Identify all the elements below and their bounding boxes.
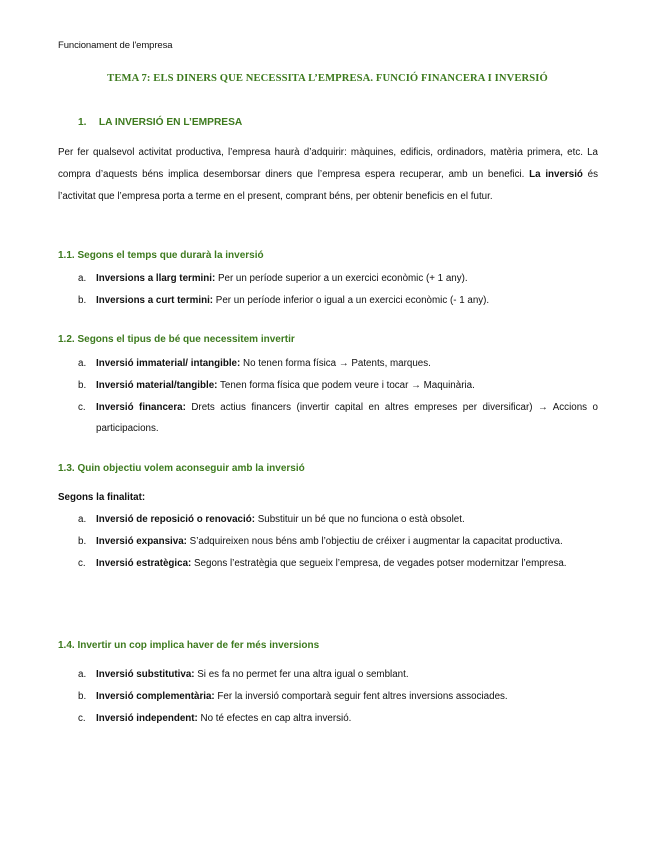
list-item <box>58 686 598 708</box>
finality-label <box>58 492 145 503</box>
list-marker: c. <box>78 712 86 724</box>
list-marker: b. <box>78 379 87 391</box>
item-text: Per un període superior a un exercici econòmic (+ 1 any). <box>215 273 468 284</box>
subsection-heading-1-4: 1.4. Invertir un cop implica haver de fer més inversions <box>58 640 320 651</box>
intro-text-2: és l’activitat que l’empresa porta a terme en el present, comprant béns, per obtenir beneficis en el futur. <box>58 168 598 202</box>
item-text: Drets actius financers (invertir capital en altres empreses per diversificar) → Accions o participacions. <box>96 401 598 435</box>
list-marker: b. <box>78 690 87 702</box>
list-item <box>58 708 598 730</box>
section-heading-1 <box>78 117 242 128</box>
item-term: Inversió immaterial/ intangible: <box>96 358 241 369</box>
list-item <box>58 553 598 575</box>
subsection-heading-1-3: 1.3. Quin objectiu volem aconseguir amb la inversió <box>58 463 305 474</box>
list-marker: a. <box>78 669 87 680</box>
intro-paragraph <box>58 142 598 207</box>
item-text: Segons l’estratègia que segueix l’empresa, de vegades potser modernitzar l’empresa. <box>191 557 567 569</box>
section-label: LA INVERSIÓ EN L’EMPRESA <box>98 117 243 128</box>
intro-bold: La inversió <box>529 168 583 180</box>
item-term: Inversió material/tangible: <box>96 379 218 391</box>
list-item <box>58 268 598 290</box>
item-term: Inversió de reposició o renovació: <box>96 514 255 525</box>
list-item <box>58 664 598 686</box>
item-text: No tenen forma física → Patents, marques. <box>240 358 431 369</box>
list-marker: b. <box>78 294 87 306</box>
item-text: Fer la inversió comportarà seguir fent altres inversions associades. <box>214 690 508 702</box>
item-text: S’adquireixen nous béns amb l’objectiu de créixer i augmentar la capacitat productiva. <box>186 535 563 547</box>
list-marker: a. <box>78 514 87 525</box>
page-header: Funcionament de l'empresa <box>58 40 173 51</box>
list-item <box>58 290 598 312</box>
item-text: Substituir un bé que no funciona o està obsolet. <box>254 514 465 525</box>
item-term: Inversió expansiva: <box>96 535 187 547</box>
subsection-heading-1-1: 1.1. Segons el temps que durarà la inversió <box>58 250 264 261</box>
list-marker: c. <box>78 401 86 413</box>
list-item <box>58 353 598 375</box>
list-marker: a. <box>78 358 87 369</box>
list-item <box>58 375 598 397</box>
list-1-4 <box>58 664 598 729</box>
list-1-3 <box>58 509 598 574</box>
item-text: Si es fa no permet fer una altra igual o semblant. <box>194 669 409 680</box>
list-marker: c. <box>78 557 86 569</box>
page-title: TEMA 7: ELS DINERS QUE NECESSITA L’EMPRESA. FUNCIÓ FINANCERA I INVERSIÓ <box>107 73 548 84</box>
item-text: No té efectes en cap altra inversió. <box>197 712 352 724</box>
list-marker: b. <box>78 535 87 547</box>
item-term: Inversions a llarg termini: <box>96 273 216 284</box>
section-number: 1. <box>78 117 87 128</box>
list-1-1 <box>58 268 598 312</box>
item-term: Inversions a curt termini: <box>96 294 214 306</box>
item-text: Per un període inferior o igual a un exercici econòmic (- 1 any). <box>213 294 490 306</box>
list-marker: a. <box>78 273 87 284</box>
finality-label-text: Segons la finalitat: <box>58 492 146 503</box>
intro-text-1: Per fer qualsevol activitat productiva, l’empresa haurà d’adquirir: màquines, edificis, ordinadors, matèria primera, etc. La compra d’aquests béns implica desemborsar diners que l’empresa espera recuperar, amb un benefici. <box>58 147 598 180</box>
list-1-2 <box>58 353 598 440</box>
item-term: Inversió independent: <box>96 712 198 724</box>
item-term: Inversió estratègica: <box>96 557 192 569</box>
list-item <box>58 397 598 441</box>
item-term: Inversió financera: <box>96 401 186 413</box>
subsection-heading-1-2: 1.2. Segons el tipus de bé que necessitem invertir <box>58 334 295 345</box>
item-text: Tenen forma física que podem veure i tocar → Maquinària. <box>217 379 475 391</box>
item-term: Inversió substitutiva: <box>96 669 195 680</box>
list-item <box>58 531 598 553</box>
item-term: Inversió complementària: <box>96 690 215 702</box>
list-item <box>58 509 598 531</box>
